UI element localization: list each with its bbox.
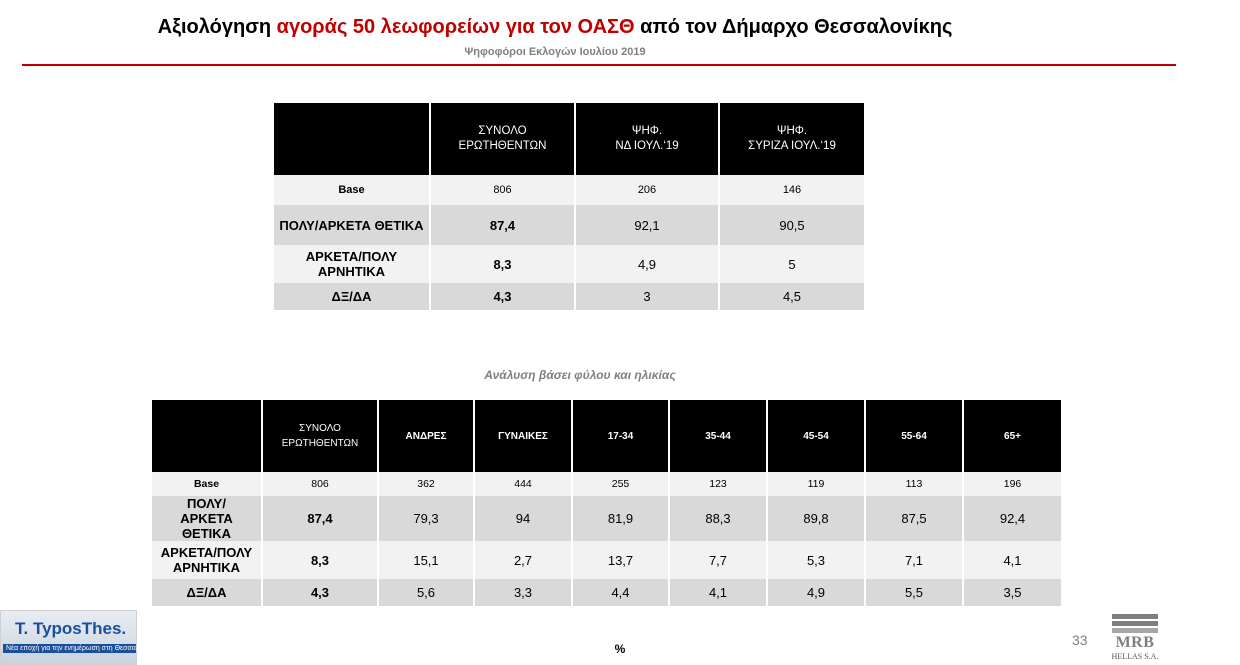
cell: 5,3 <box>767 541 865 579</box>
mrb-logo-bar <box>1112 628 1158 633</box>
page-title <box>0 16 1110 39</box>
cell: 2,7 <box>474 541 572 579</box>
row-label: Base <box>152 472 262 496</box>
cell: 92,4 <box>963 496 1061 541</box>
cell: 119 <box>767 472 865 496</box>
cell: 362 <box>378 472 474 496</box>
row-label: ΑΡΚΕΤΑ/ΠΟΛΥ ΑΡΝΗΤΙΚΑ <box>274 245 430 283</box>
row-label: Base <box>274 175 430 205</box>
typosthes-logo <box>0 610 156 665</box>
cell: 8,3 <box>262 541 378 579</box>
section-caption: Ανάλυση βάσει φύλου και ηλικίας <box>484 368 676 382</box>
cell: 92,1 <box>575 205 719 245</box>
column-header: ΓΥΝΑΙΚΕΣ <box>474 400 572 472</box>
cell: 5,5 <box>865 579 963 606</box>
header-corner <box>152 400 262 472</box>
cell: 5,6 <box>378 579 474 606</box>
mrb-logo-sub: HELLAS S.A. <box>1111 652 1159 661</box>
table-header-row <box>152 400 1061 472</box>
cell: 806 <box>430 175 575 205</box>
cell: 87,5 <box>865 496 963 541</box>
column-header: ΨΗΦ. ΣΥΡΙΖΑ ΙΟΥΛ.‘19 <box>719 103 864 175</box>
cell: 123 <box>669 472 767 496</box>
title-suffix: από τον Δήμαρχο Θεσσαλονίκης <box>634 16 953 38</box>
column-header: 55-64 <box>865 400 963 472</box>
cell: 4,9 <box>767 579 865 606</box>
cell: 4,3 <box>262 579 378 606</box>
cell: 88,3 <box>669 496 767 541</box>
unit-label: % <box>614 642 626 656</box>
cell: 8,3 <box>430 245 575 283</box>
column-header: 65+ <box>963 400 1061 472</box>
cell: 87,4 <box>430 205 575 245</box>
table-row <box>152 496 1061 541</box>
column-header: 17-34 <box>572 400 669 472</box>
cell: 4,4 <box>572 579 669 606</box>
cell: 94 <box>474 496 572 541</box>
vote-breakdown-table <box>274 103 864 310</box>
column-header: 45-54 <box>767 400 865 472</box>
cell: 4,5 <box>719 283 864 310</box>
cell: 113 <box>865 472 963 496</box>
table-row <box>274 175 864 205</box>
table-header-row <box>274 103 864 175</box>
title-prefix: Αξιολόγηση <box>157 16 277 38</box>
cell: 4,1 <box>963 541 1061 579</box>
page-number: 33 <box>1072 632 1088 648</box>
mrb-logo-bar <box>1112 614 1158 619</box>
table-row <box>274 205 864 245</box>
cell: 13,7 <box>572 541 669 579</box>
table-row <box>152 472 1061 496</box>
cell: 4,1 <box>669 579 767 606</box>
cell: 90,5 <box>719 205 864 245</box>
header-corner <box>274 103 430 175</box>
cell: 4,9 <box>575 245 719 283</box>
cell: 3,3 <box>474 579 572 606</box>
row-label: ΑΡΚΕΤΑ/ΠΟΛΥ ΑΡΝΗΤΙΚΑ <box>152 541 262 579</box>
cell: 7,7 <box>669 541 767 579</box>
column-header: ΣΥΝΟΛΟ ΕΡΩΤΗΘΕΝΤΩΝ <box>262 400 378 472</box>
row-label: ΠΟΛΥ/ΑΡΚΕΤΑ ΘΕΤΙΚΑ <box>152 496 262 541</box>
title-accent: αγοράς 50 λεωφορείων για τον ΟΑΣΘ <box>276 16 635 38</box>
cell: 255 <box>572 472 669 496</box>
cell: 3 <box>575 283 719 310</box>
cell: 146 <box>719 175 864 205</box>
column-header: 35-44 <box>669 400 767 472</box>
cell: 444 <box>474 472 572 496</box>
table-row <box>152 541 1061 579</box>
cell: 196 <box>963 472 1061 496</box>
gender-age-breakdown-table <box>152 400 1061 606</box>
typosthes-logo-tagline: Νέα εποχή για την ενημέρωση στη Θεσσαλονίκη <box>3 644 136 653</box>
mrb-logo-name: MRB <box>1115 634 1155 651</box>
cell: 81,9 <box>572 496 669 541</box>
table-row <box>274 245 864 283</box>
column-header: ΨΗΦ. ΝΔ ΙΟΥΛ.‘19 <box>575 103 719 175</box>
row-label: ΠΟΛΥ/ΑΡΚΕΤΑ ΘΕΤΙΚΑ <box>274 205 430 245</box>
mrb-logo <box>1110 614 1160 662</box>
cell: 806 <box>262 472 378 496</box>
column-header: ΑΝΔΡΕΣ <box>378 400 474 472</box>
mrb-logo-bar <box>1112 621 1158 626</box>
cell: 206 <box>575 175 719 205</box>
row-label: ΔΞ/ΔΑ <box>274 283 430 310</box>
table-row <box>152 579 1061 606</box>
column-header: ΣΥΝΟΛΟ ΕΡΩΤΗΘΕΝΤΩΝ <box>430 103 575 175</box>
cell: 79,3 <box>378 496 474 541</box>
cell: 7,1 <box>865 541 963 579</box>
cell: 4,3 <box>430 283 575 310</box>
cell: 87,4 <box>262 496 378 541</box>
page-subtitle: Ψηφοφόροι Εκλογών Ιουλίου 2019 <box>464 46 646 58</box>
cell: 89,8 <box>767 496 865 541</box>
title-divider <box>22 64 1176 66</box>
cell: 5 <box>719 245 864 283</box>
cell: 15,1 <box>378 541 474 579</box>
typosthes-logo-brand: T. TyposThes. <box>15 619 127 638</box>
table-row <box>274 283 864 310</box>
cell: 3,5 <box>963 579 1061 606</box>
row-label: ΔΞ/ΔΑ <box>152 579 262 606</box>
